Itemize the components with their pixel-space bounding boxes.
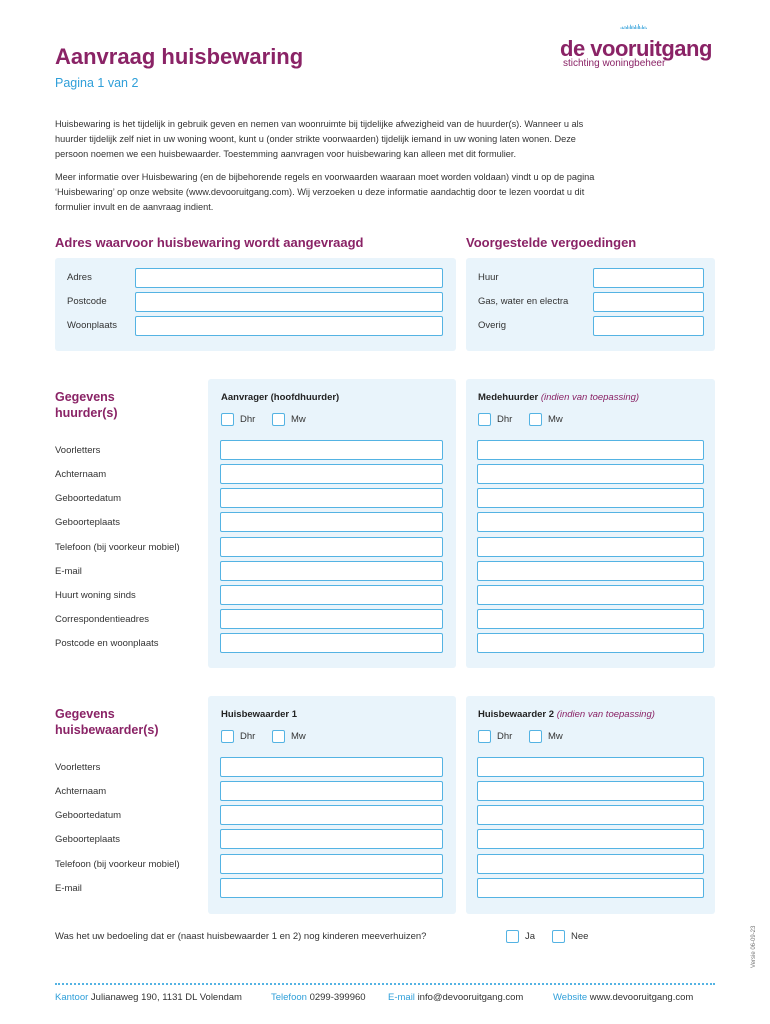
tenant1-birthplace-input[interactable] (220, 512, 443, 532)
children-question: Was het uw bedoeling dat er (naast huisbewaarder 1 en 2) nog kinderen meeverhuizen? (55, 931, 427, 942)
tenant1-initials-input[interactable] (220, 440, 443, 460)
tenant1-birthdate-input[interactable] (220, 488, 443, 508)
tenant1-lastname-input[interactable] (220, 464, 443, 484)
keeper2-mw-checkbox[interactable] (529, 730, 542, 743)
tenant2-dhr-checkbox[interactable] (478, 413, 491, 426)
tenant2-email-input[interactable] (477, 561, 704, 581)
logo-name: de vooruitgang (560, 36, 712, 61)
keeper-initials-label: Voorletters (55, 762, 101, 773)
city-input[interactable] (135, 316, 443, 336)
city-label: Woonplaats (67, 320, 117, 331)
tenant2-correspondence-input[interactable] (477, 609, 704, 629)
footer-phone: Telefoon 0299-399960 (271, 992, 366, 1003)
tenant2-phone-input[interactable] (477, 537, 704, 557)
footer-office: Kantoor Julianaweg 190, 1131 DL Volendam (55, 992, 242, 1003)
tenant1-phone-input[interactable] (220, 537, 443, 557)
tenant1-column-header: Aanvrager (hoofdhuurder) (221, 392, 340, 403)
keeper1-mw-checkbox[interactable] (272, 730, 285, 743)
tenant2-birthdate-input[interactable] (477, 488, 704, 508)
page-indicator: Pagina 1 van 2 (55, 76, 139, 90)
keeper1-column-header: Huisbewaarder 1 (221, 709, 298, 720)
tenant2-mw-label: Mw (548, 414, 563, 425)
tenant-email-label: E-mail (55, 566, 82, 577)
keeper1-lastname-input[interactable] (220, 781, 443, 801)
other-label: Overig (478, 320, 506, 331)
utilities-input[interactable] (593, 292, 704, 312)
postcode-input[interactable] (135, 292, 443, 312)
intro-paragraph-2: Meer informatie over Huisbewaring (en de bijbehorende regels en voorwaarden waaraan moet worden voldaan) vindt u op de pagina ‘Huisbewaring’ op onze website (www.devooruitgang.com). Wij verzoeken u deze informatie aandachtig door te lezen voordat u dit formulier invult en de aanvraag indient. (55, 172, 595, 212)
tenant1-since-input[interactable] (220, 585, 443, 605)
children-no-label: Nee (571, 931, 589, 942)
tenant2-initials-input[interactable] (477, 440, 704, 460)
keeper-birthdate-label: Geboortedatum (55, 810, 122, 821)
tenant2-dhr-label: Dhr (497, 414, 513, 425)
tenant1-dhr-label: Dhr (240, 414, 256, 425)
tenant2-postcode-city-input[interactable] (477, 633, 704, 653)
tenant-since-label: Huurt woning sinds (55, 590, 136, 601)
tenant2-birthplace-input[interactable] (477, 512, 704, 532)
keeper1-phone-input[interactable] (220, 854, 443, 874)
tenant2-since-input[interactable] (477, 585, 704, 605)
keepers-heading: Gegevens huisbewaarder(s) (55, 707, 159, 737)
children-yes-label: Ja (525, 931, 536, 942)
keeper2-dhr-label: Dhr (497, 731, 513, 742)
keeper2-lastname-input[interactable] (477, 781, 704, 801)
keeper2-dhr-checkbox[interactable] (478, 730, 491, 743)
keeper2-birthdate-input[interactable] (477, 805, 704, 825)
tenant-lastname-label: Achternaam (55, 469, 107, 480)
keeper2-initials-input[interactable] (477, 757, 704, 777)
keeper1-email-input[interactable] (220, 878, 443, 898)
tenant-phone-label: Telefoon (bij voorkeur mobiel) (55, 542, 180, 553)
address-input[interactable] (135, 268, 443, 288)
tenant1-mw-checkbox[interactable] (272, 413, 285, 426)
keeper1-birthplace-input[interactable] (220, 829, 443, 849)
keeper2-email-input[interactable] (477, 878, 704, 898)
tenant1-mw-label: Mw (291, 414, 306, 425)
tenant1-dhr-checkbox[interactable] (221, 413, 234, 426)
keeper-email-label: E-mail (55, 883, 82, 894)
fees-heading: Voorgestelde vergoedingen (466, 235, 637, 250)
keeper2-column-header: Huisbewaarder 2 (indien van toepassing) (478, 709, 655, 720)
keeper-lastname-label: Achternaam (55, 786, 107, 797)
rent-label: Huur (478, 272, 499, 283)
keeper1-initials-input[interactable] (220, 757, 443, 777)
tenant-birthplace-label: Geboorteplaats (55, 517, 120, 528)
keeper1-birthdate-input[interactable] (220, 805, 443, 825)
keeper2-birthplace-input[interactable] (477, 829, 704, 849)
keeper1-mw-label: Mw (291, 731, 306, 742)
address-label: Adres (67, 272, 92, 283)
tenants-heading: Gegevens huurder(s) (55, 390, 118, 420)
tenant-birthdate-label: Geboortedatum (55, 493, 122, 504)
tenant2-column-header: Medehuurder (indien van toepassing) (478, 392, 640, 403)
other-input[interactable] (593, 316, 704, 336)
keeper2-mw-label: Mw (548, 731, 563, 742)
rent-input[interactable] (593, 268, 704, 288)
tenant-postcode-city-label: Postcode en woonplaats (55, 638, 159, 649)
footer-divider (55, 983, 715, 985)
keeper2-phone-input[interactable] (477, 854, 704, 874)
tenant1-postcode-city-input[interactable] (220, 633, 443, 653)
keeper1-dhr-label: Dhr (240, 731, 256, 742)
keeper1-dhr-checkbox[interactable] (221, 730, 234, 743)
version-label: Versie 06-09-23 (751, 925, 757, 968)
keeper-phone-label: Telefoon (bij voorkeur mobiel) (55, 859, 180, 870)
children-no-checkbox[interactable] (552, 930, 565, 943)
tenant1-correspondence-input[interactable] (220, 609, 443, 629)
tenant2-mw-checkbox[interactable] (529, 413, 542, 426)
utilities-label: Gas, water en electra (478, 296, 569, 307)
children-yes-checkbox[interactable] (506, 930, 519, 943)
address-heading: Adres waarvoor huisbewaring wordt aangevraagd (55, 235, 364, 250)
tenant-initials-label: Voorletters (55, 445, 101, 456)
footer-email: E-mail info@devooruitgang.com (388, 992, 524, 1003)
postcode-label: Postcode (67, 296, 107, 307)
intro-paragraph-1: Huisbewaring is het tijdelijk in gebruik geven en nemen van woonruimte bij tijdelijke afwezigheid van de huurder(s). Wanneer u als huurder tijdelijk zelf niet in uw woning woont, kunt u (onder strikte voorwaarden) tijdelijk iemand in uw woning laten wonen. Deze persoon noemen we een huisbewaarder. Toestemming aanvragen voor huisbewaring kan alleen met dit formulier. (55, 119, 584, 159)
tenant-correspondence-label: Correspondentieadres (55, 614, 150, 625)
keeper-birthplace-label: Geboorteplaats (55, 834, 120, 845)
tenant1-email-input[interactable] (220, 561, 443, 581)
page-title: Aanvraag huisbewaring (55, 44, 304, 69)
tenant2-lastname-input[interactable] (477, 464, 704, 484)
footer-website: Website www.devooruitgang.com (553, 992, 694, 1003)
logo-subtitle: stichting woningbeheer (563, 58, 666, 69)
